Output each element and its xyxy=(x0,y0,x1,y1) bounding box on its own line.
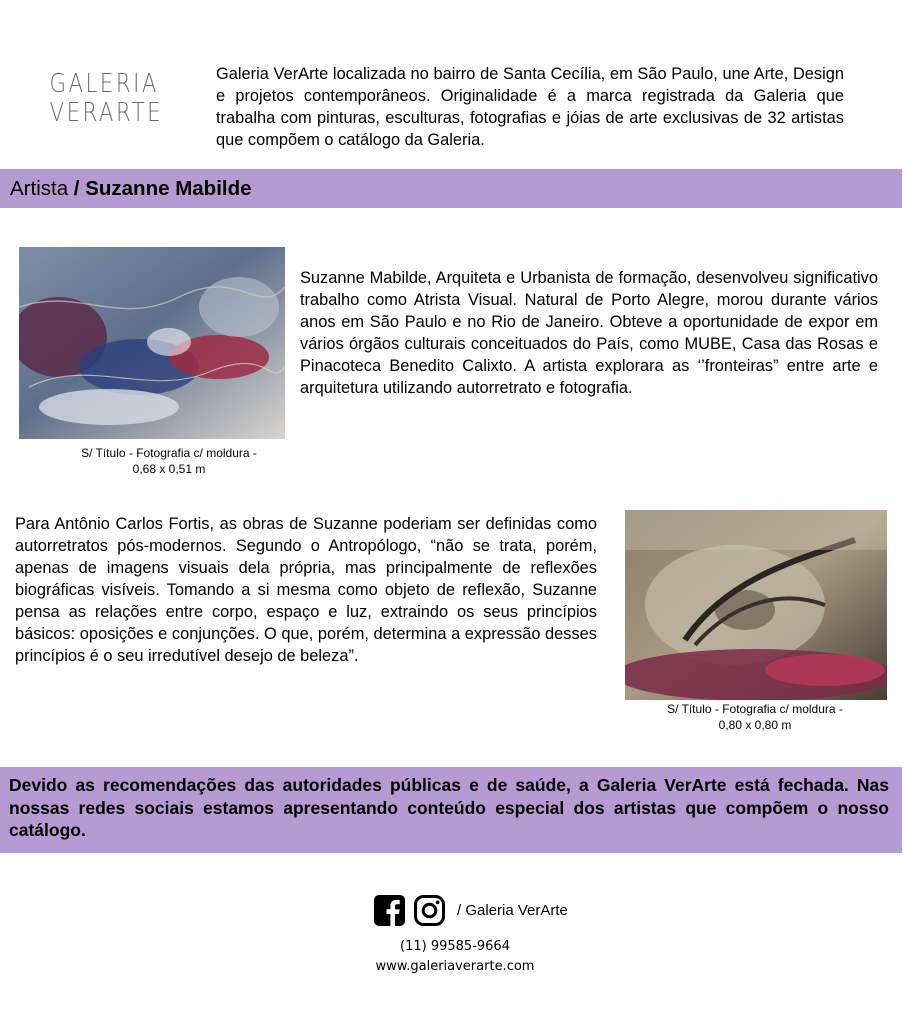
artist-name: Suzanne Mabilde xyxy=(85,177,252,200)
artist-heading xyxy=(10,177,252,201)
gallery-intro: Galeria VerArte localizada no bairro de Santa Cecília, em São Paulo, une Arte, Design e projetos contemporâneos. Originalidade é a marca registrada da Galeria que trabalha com pinturas, esculturas, fotografias e jóias de arte exclusivas de 32 artistas que compõem o catálogo da Galeria. xyxy=(216,65,844,149)
artist-heading-separator: / xyxy=(68,177,86,200)
artwork-caption-2-size: 0,80 x 0,80 m xyxy=(718,718,792,732)
critic-quote: Para Antônio Carlos Fortis, as obras de Suzanne poderiam ser definidas como autorretratos pós-modernos. Segundo o Antropólogo, “não se trata, porém, apenas de imagens visuais dela própria, mas principalmente de reflexões biográficas visíveis. Tomando a si mesma como objeto de reflexão, Suzanne pensa as relações entre corpo, espaço e luz, extraindo os seus princípios básicos: oposições e conjunções. O que, porém, determina a expressão desses princípios é o seu irredutível desejo de beleza”. xyxy=(15,515,597,665)
logo-line-2: VERARTE xyxy=(49,98,164,128)
artist-heading-prefix: Artista xyxy=(10,177,69,200)
logo-line-1: GALERIA xyxy=(49,69,159,99)
artwork-caption-1-title: S/ Título - Fotografia c/ moldura - xyxy=(81,446,257,460)
closure-notice-bar xyxy=(0,767,902,853)
social-handle[interactable]: / Galeria VerArte xyxy=(457,901,568,919)
artwork-photo-1 xyxy=(19,247,285,439)
artwork-caption-1 xyxy=(60,445,278,477)
artwork-caption-1-size: 0,68 x 0,51 m xyxy=(132,462,206,476)
artist-bio: Suzanne Mabilde, Arquiteta e Urbanista de formação, desenvolveu significativo trabalho como Atrista Visual. Natural de Porto Alegre, morou durante vários anos em São Paulo e no Rio de Janeiro. Obteve a oportunidade de expor em vários órgãos culturais conceituados do País, como MUBE, Casa das Rosas e Pinacoteca Benedito Calixto. A artista explorara as ‘’fronteiras” entre arte e arquitetura utilizando autorretrato e fotografia. xyxy=(300,269,878,397)
facebook-icon[interactable] xyxy=(374,895,405,926)
artist-header-bar xyxy=(0,169,902,208)
artwork-caption-2 xyxy=(640,701,870,733)
social-links xyxy=(374,893,568,927)
instagram-icon[interactable] xyxy=(414,895,445,926)
website-link[interactable]: www.galeriaverarte.com xyxy=(375,959,535,974)
artwork-photo-2 xyxy=(625,510,887,700)
contact-phone: (11) 99585-9664 xyxy=(400,939,510,954)
artwork-caption-2-title: S/ Título - Fotografia c/ moldura - xyxy=(667,702,843,716)
gallery-logo xyxy=(49,69,164,128)
closure-notice: Devido as recomendações das autoridades públicas e de saúde, a Galeria VerArte está fechada. Nas nossas redes sociais estamos apresentando conteúdo especial dos artistas que compõem o nosso catálogo. xyxy=(9,775,889,840)
